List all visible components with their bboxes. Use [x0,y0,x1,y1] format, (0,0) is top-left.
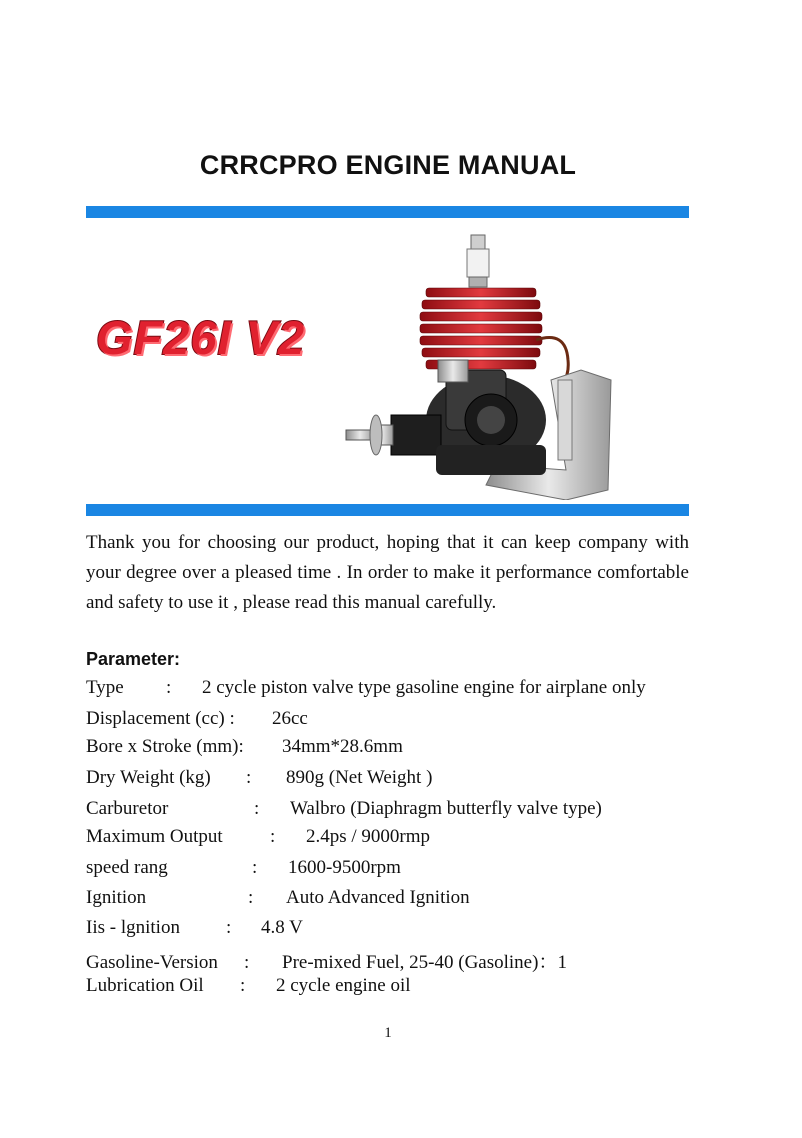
engine-image [336,230,636,500]
param-label: Iis - lgnition [86,917,180,938]
param-label: Ignition [86,887,147,908]
param-sep: : [254,798,260,819]
param-row [86,798,602,820]
param-sep: : [240,975,246,996]
param-sep: : [248,887,254,908]
param-label: Dry Weight (kg) [86,767,211,788]
param-row [86,917,303,939]
page-title: CRRCPRO ENGINE MANUAL [199,150,577,180]
param-row [86,975,411,997]
page-number: 1 [384,1025,392,1041]
param-label: Lubrication Oil [86,975,204,996]
product-banner [86,220,689,504]
param-value: 2 cycle piston valve type gasoline engine for airplane only [202,677,646,698]
param-label: Displacement (cc) : [86,708,235,729]
param-value: 34mm*28.6mm [282,736,403,757]
param-label: Gasoline-Version [86,952,218,973]
param-sep: : [226,917,232,938]
param-value: 26cc [272,708,308,729]
param-label: Bore x Stroke (mm): [86,736,244,757]
parameter-heading: Parameter: [86,649,181,669]
param-value: Walbro (Diaphragm butterfly valve type) [290,798,602,819]
param-value: 1600-9500rpm [288,857,401,878]
model-label: GF26I V2 [96,311,306,364]
param-row [86,767,432,789]
param-sep: : [246,767,252,788]
param-row [86,826,430,848]
param-row [86,857,401,879]
param-value: 890g (Net Weight ) [286,767,433,788]
param-value: Auto Advanced Ignition [286,887,470,908]
param-sep: : [244,952,250,973]
param-label: Type [86,677,124,698]
param-label: speed rang [86,857,168,878]
intro-paragraph: Thank you for choosing our product, hoping that it can keep company with your degree over a pleased time . In order to make it performance comfortable and safety to use it , please read this manual carefully. [86,532,689,613]
param-sep: : [166,677,172,698]
param-value: 2.4ps / 9000rmp [306,826,431,847]
bottom-blue-rule [86,504,689,516]
param-sep: : [270,826,276,847]
param-sep: : [252,857,258,878]
param-row [86,677,646,699]
param-row [86,947,567,974]
param-row [86,887,470,909]
param-row [86,708,308,730]
param-label: Carburetor [86,798,169,819]
param-value: 2 cycle engine oil [276,975,411,996]
param-label: Maximum Output [86,826,223,847]
param-value: 4.8 V [261,917,303,938]
param-value: Pre-mixed Fuel, 25-40 (Gasoline)：1 [282,952,567,973]
param-row [86,736,403,758]
top-blue-rule [86,206,689,218]
